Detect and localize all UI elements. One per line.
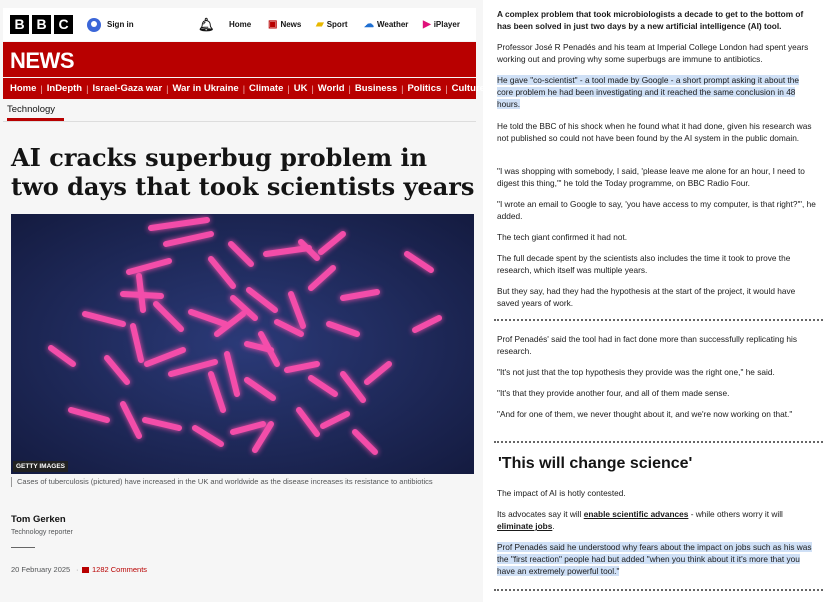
hero-image — [11, 214, 474, 474]
news-nav-indepth[interactable]: InDepth — [46, 83, 83, 94]
news-nav-politics[interactable]: Politics — [407, 83, 442, 94]
news-icon: ▣ — [268, 19, 278, 30]
text-highlight[interactable]: He gave "co-scientist" - a tool made by Google - a short prompt asking it about the core problem he had been investigating and it reached the same conclusion in 48 hours. — [497, 75, 799, 110]
author-divider — [11, 547, 35, 548]
link-eliminate-jobs[interactable]: eliminate jobs — [497, 521, 553, 532]
paragraph-text: - while others worry it will — [688, 509, 783, 519]
notifications-button[interactable] — [198, 8, 215, 41]
news-nav-world[interactable]: World — [317, 83, 345, 94]
body-paragraph: "And for one of them, we never thought about it, and we're now working on that." — [497, 409, 793, 419]
section-tab-technology[interactable]: Technology — [7, 104, 56, 115]
bbc-masthead — [3, 8, 476, 41]
body-paragraph-with-links — [497, 508, 817, 532]
dotted-divider — [494, 589, 823, 591]
bacteria-illustration — [11, 214, 474, 474]
bbc-logo-c[interactable]: C — [54, 15, 73, 34]
comments-count: 1282 Comments — [92, 565, 148, 574]
image-credit: GETTY IMAGES — [13, 461, 68, 472]
dotted-divider — [494, 319, 823, 321]
bbc-logo-b2[interactable]: B — [32, 15, 51, 34]
nav-divider: | — [445, 83, 448, 94]
body-paragraph: "I was shopping with somebody, I said, 'please leave me alone for an hour, I need to digest this thing,'" he told the Today programme, on BBC Radio Four. — [497, 166, 805, 189]
body-paragraph: Professor José R Penadés and his team at Imperial College London had spent years working out and proving why some superbugs are immune to antibiotics. — [497, 42, 809, 65]
top-nav-weather-label: Weather — [377, 20, 409, 29]
top-nav-news-label: News — [280, 20, 302, 29]
publish-date: 20 February 2025 — [11, 565, 71, 574]
body-paragraph-highlighted — [497, 74, 817, 111]
body-paragraph: The tech giant confirmed it had not. — [497, 232, 628, 242]
body-paragraph: The full decade spent by the scientists also includes the time it took to prove the research, which itself was multiple years. — [497, 253, 791, 276]
news-nav-climate[interactable]: Climate — [249, 83, 284, 94]
top-nav-news[interactable] — [268, 8, 301, 41]
top-nav-weather[interactable] — [364, 8, 408, 41]
section-subheading: 'This will change science' — [498, 455, 693, 472]
nav-divider: | — [311, 83, 314, 94]
bbc-logo-b1[interactable]: B — [10, 15, 29, 34]
top-nav-sport-label: Sport — [326, 20, 348, 29]
body-paragraph: "I wrote an email to Google to say, 'you have access to my computer, is that right?'", he added. — [497, 199, 816, 222]
news-banner — [3, 42, 476, 77]
paragraph-text: . — [552, 521, 555, 532]
sport-icon: ▰ — [316, 19, 324, 30]
nav-divider: | — [348, 83, 351, 94]
user-icon — [87, 18, 101, 32]
dotted-divider — [494, 441, 823, 443]
body-paragraph: He told the BBC of his shock when he found what it had done, given his research was not published so could not have been found by the AI system in the public domain. — [497, 121, 812, 144]
news-nav-israel-gaza[interactable]: Israel-Gaza war — [92, 83, 163, 94]
top-nav-home-label: Home — [229, 20, 252, 29]
bell-icon: 🔔︎ — [198, 16, 215, 32]
article-intro: A complex problem that took microbiologists a decade to get to the bottom of has been solved in just two days by a new artificial intelligence (AI) tool. — [497, 9, 804, 32]
news-nav-bar — [3, 78, 485, 99]
nav-divider: | — [166, 83, 169, 94]
body-paragraph: "It's not just that the top hypothesis they provide was the right one," he said. — [497, 367, 775, 377]
sign-in-link[interactable] — [87, 8, 134, 41]
paragraph-text: Its advocates say it will — [497, 509, 584, 519]
top-nav-iplayer[interactable] — [423, 8, 460, 41]
body-paragraph: But they say, had they had the hypothesis at the start of the project, it would have saved years of work. — [497, 286, 796, 309]
article-body-panel — [487, 0, 829, 602]
meta-separator: · — [76, 565, 79, 574]
image-caption: Cases of tuberculosis (pictured) have increased in the UK and worldwide as the disease increases its resistance to antibiotics — [11, 477, 474, 487]
news-nav-home[interactable]: Home — [10, 83, 37, 94]
news-nav-culture[interactable]: Culture — [451, 83, 485, 94]
news-nav-ukraine[interactable]: War in Ukraine — [172, 83, 239, 94]
text-highlight[interactable]: Prof Penadés said he understood why fears about the impact on jobs such as his was the "first reaction" people had but added "when you think about it it's more that you have an extremely powerful tool." — [497, 542, 812, 577]
news-logo[interactable]: NEWS — [10, 48, 74, 73]
link-scientific-advances[interactable]: enable scientific advances — [583, 509, 689, 519]
news-nav-business[interactable]: Business — [354, 83, 398, 94]
author-name[interactable]: Tom Gerken — [11, 514, 66, 525]
iplayer-icon: ▶ — [423, 19, 431, 30]
top-nav-iplayer-label: iPlayer — [433, 20, 460, 29]
author-role: Technology reporter — [11, 529, 73, 536]
nav-divider: | — [40, 83, 43, 94]
news-nav-uk[interactable]: UK — [293, 83, 308, 94]
nav-divider: | — [242, 83, 246, 94]
nav-divider: | — [86, 83, 89, 94]
comment-icon — [82, 567, 89, 573]
article-headline: AI cracks superbug problem in two days that took scientists years — [11, 143, 475, 201]
top-nav-home[interactable] — [229, 8, 251, 41]
body-paragraph: The impact of AI is hotly contested. — [497, 488, 626, 498]
body-paragraph-highlighted — [497, 541, 817, 578]
nav-divider: | — [287, 83, 290, 94]
nav-divider: | — [401, 83, 404, 94]
body-paragraph: "It's that they provide another four, and all of them made sense. — [497, 388, 730, 398]
body-paragraph: Prof Penadés' said the tool had in fact done more than successfully replicating his research. — [497, 334, 797, 357]
top-nav-sport[interactable] — [316, 8, 348, 41]
comments-link[interactable] — [82, 565, 147, 574]
sign-in-label: Sign in — [107, 20, 134, 29]
weather-icon: ☁︎ — [364, 19, 374, 30]
section-divider — [3, 121, 476, 122]
